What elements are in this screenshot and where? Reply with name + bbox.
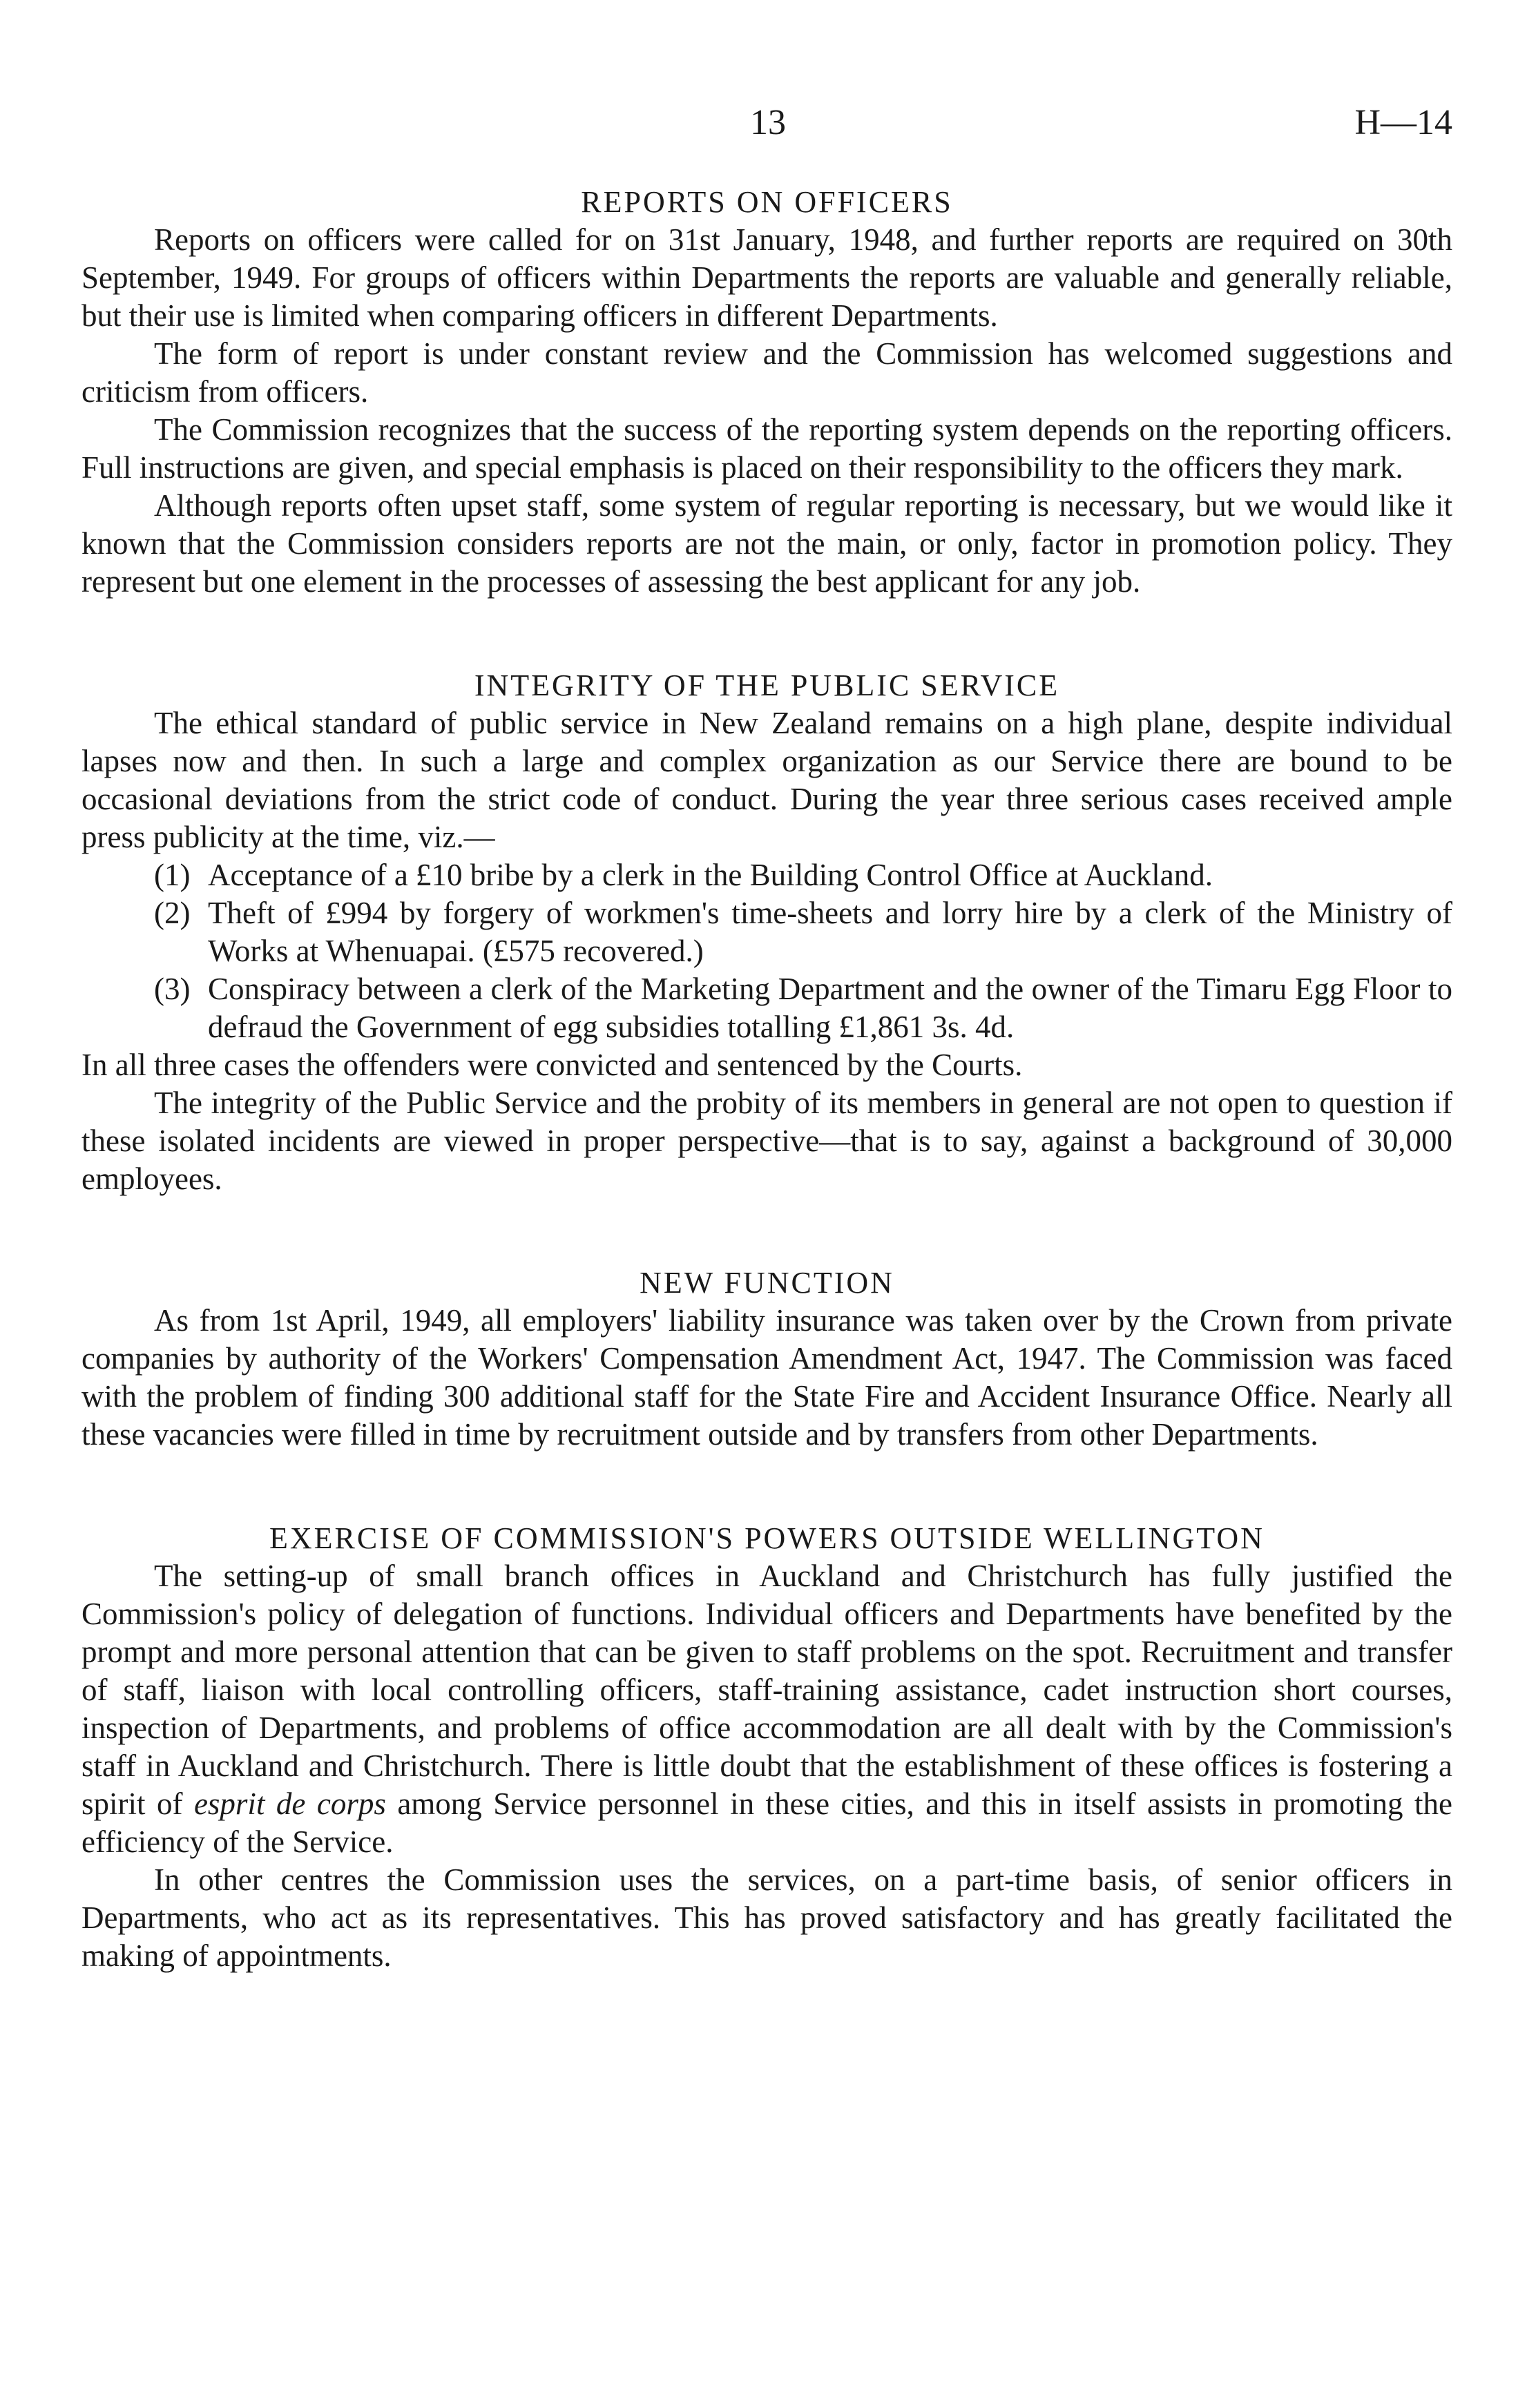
paragraph: As from 1st April, 1949, all employers' liability insurance was taken over by the Crown from private companies by authority of the Workers' Compensation Amendment Act, 1947. The Commission was faced with the problem of finding 300 additional staff for the State Fire and Accident Insurance Office. Nearly all these vacancies were filled in time by recruitment outside and by transfers from other Departments. xyxy=(81,1303,1452,1452)
list-item xyxy=(81,970,1452,1046)
paragraph: In other centres the Commission uses the services, on a part-time basis, of senior officers in Departments, who act as its representatives. This has proved satisfactory and has greatly facilitated the making of appointments. xyxy=(81,1862,1452,1973)
paragraph: Reports on officers were called for on 31st January, 1948, and further reports are required on 30th September, 1949. For groups of officers within Departments the reports are valuable and generally reliable, but their use is limited when comparing officers in different Departments. xyxy=(81,222,1452,333)
paragraph: The integrity of the Public Service and the probity of its members in general are not open to question if these isolated incidents are viewed in proper perspective—that is to say, against a background of 30,000 employees. xyxy=(81,1086,1452,1196)
section-heading: EXERCISE OF COMMISSION'S POWERS OUTSIDE WELLINGTON xyxy=(269,1521,1265,1555)
list-item-text: Acceptance of a £10 bribe by a clerk in the Building Control Office at Auckland. xyxy=(208,858,1213,892)
paragraph xyxy=(81,1557,1452,1861)
section-heading: NEW FUNCTION xyxy=(640,1266,894,1300)
section-heading: INTEGRITY OF THE PUBLIC SERVICE xyxy=(474,668,1060,702)
list-item-number: (2) xyxy=(154,896,191,930)
list-item xyxy=(81,894,1452,970)
report-reference: H—14 xyxy=(1354,103,1452,142)
paragraph: The form of report is under constant review and the Commission has welcomed suggestions and criticism from officers. xyxy=(81,336,1452,409)
paragraph: The ethical standard of public service in New Zealand remains on a high plane, despite individual lapses now and then. In such a large and complex organization as our Service there are bound to be occasional deviations from the strict code of conduct. During the year three serious cases received ample press publicity at the time, viz.— xyxy=(81,706,1452,854)
paragraph: Although reports often upset staff, some system of regular reporting is necessary, but we would like it known that the Commission considers reports are not the main, or only, factor in promotion policy. They represent but one element in the processes of assessing the best applicant for any job. xyxy=(81,488,1452,599)
page-header xyxy=(81,104,1452,145)
section-reports-on-officers xyxy=(81,184,1452,601)
list-item-text: Conspiracy between a clerk of the Marketing Department and the owner of the Timaru Egg Floor to defraud the Government of egg subsidies totalling £1,861 3s. 4d. xyxy=(208,972,1452,1044)
italic-phrase: esprit de corps xyxy=(193,1786,386,1821)
paragraph-text: among Service personnel in these cities, and this in itself assists in promoting the efficiency of the Service. xyxy=(81,1786,1452,1859)
page-content xyxy=(81,0,1452,1975)
section-new-function xyxy=(81,1264,1452,1454)
list-item-text: Theft of £994 by forgery of workmen's time-sheets and lorry hire by a clerk of the Ministry of Works at Whenuapai. (£575 recovered.) xyxy=(208,896,1452,968)
list-item-number: (3) xyxy=(154,972,191,1006)
cases-list xyxy=(81,856,1452,1046)
page-number: 13 xyxy=(750,103,786,142)
section-heading: REPORTS ON OFFICERS xyxy=(581,185,953,219)
section-commission-powers-outside-wellington xyxy=(81,1520,1452,1975)
section-integrity-public-service xyxy=(81,667,1452,1198)
paragraph: The Commission recognizes that the success of the reporting system depends on the reporting officers. Full instructions are given, and special emphasis is placed on their responsibility to the officers they mark. xyxy=(81,412,1452,485)
paragraph-text: The setting-up of small branch offices in Auckland and Christchurch has fully justified the Commission's policy of delegation of functions. Individual officers and Departments have benefited by the prompt and more personal attention that can be given to staff problems on the spot. Recruitment and transfer of staff, liaison with local controlling officers, staff-training assistance, cadet instruction short courses, inspection of Departments, and problems of office accommodation are all dealt with by the Commission's staff in Auckland and Christchurch. There is little doubt that the establishment of these offices is fostering a spirit of xyxy=(81,1559,1452,1821)
paragraph: In all three cases the offenders were convicted and sentenced by the Courts. xyxy=(81,1048,1023,1082)
list-item xyxy=(81,856,1452,894)
list-item-number: (1) xyxy=(154,858,191,892)
